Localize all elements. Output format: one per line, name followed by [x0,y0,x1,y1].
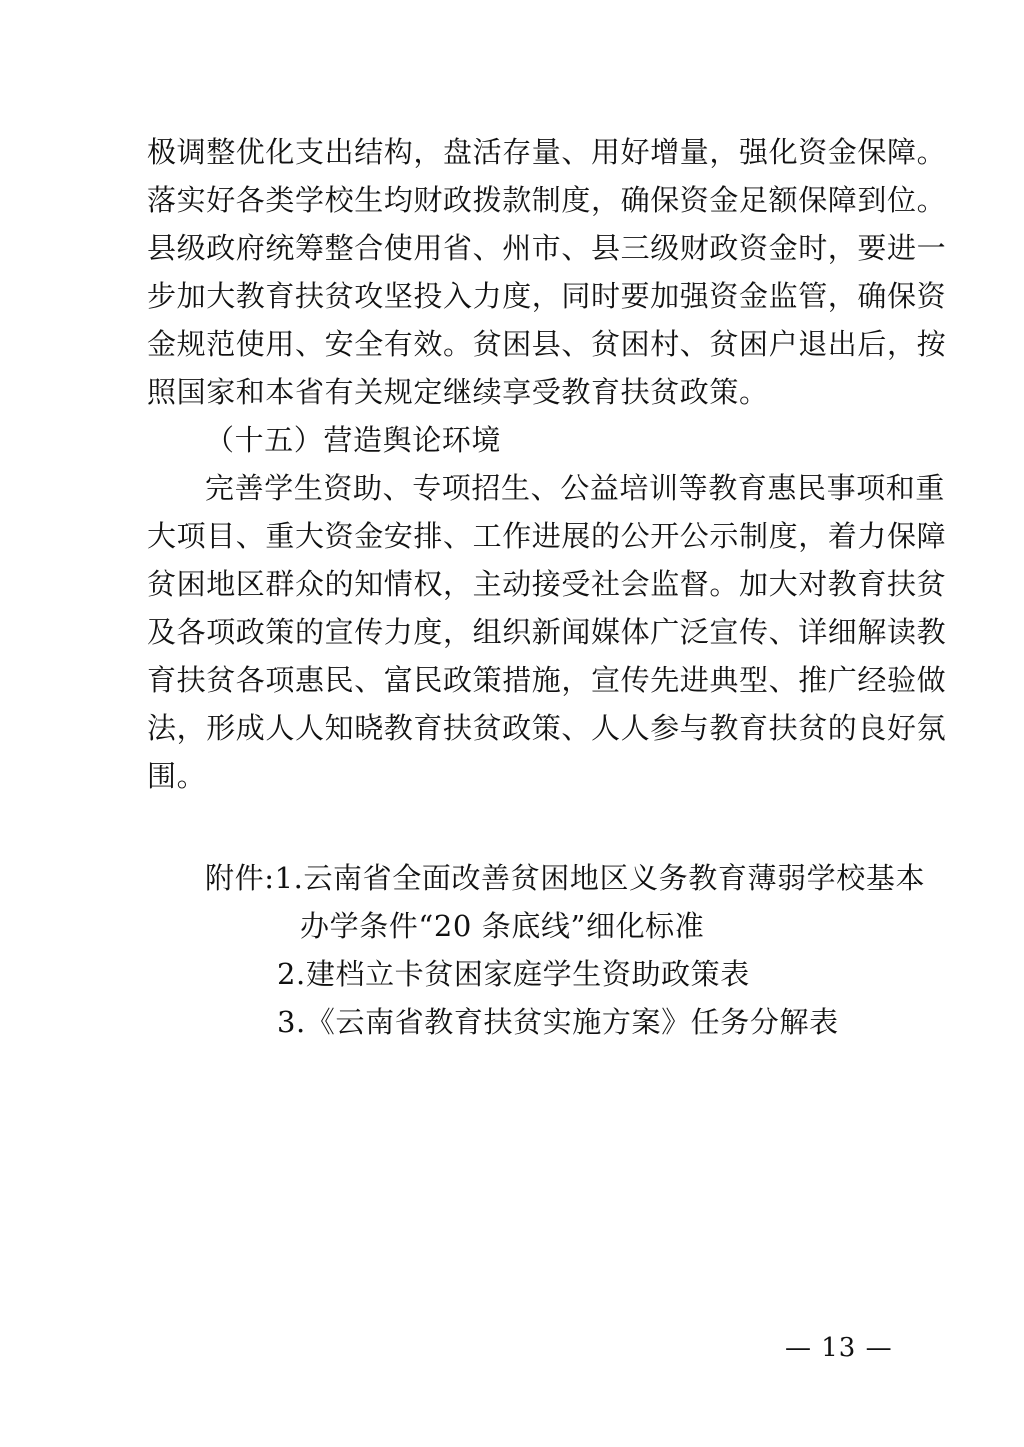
body-text-line: 极调整优化支出结构，盘活存量、用好增量，强化资金保障。 [147,135,947,169]
page-number: — 13 — [785,1333,893,1363]
section-heading: （十五）营造舆论环境 [205,423,502,457]
body-text-line: 步加大教育扶贫攻坚投入力度，同时要加强资金监管，确保资 [147,279,947,313]
attachment-item-1: 附件:1.云南省全面改善贫困地区义务教育薄弱学校基本 [205,861,926,895]
body-text-line: 围。 [147,759,207,793]
body-text-line: 完善学生资助、专项招生、公益培训等教育惠民事项和重 [205,471,946,505]
body-text-line: 大项目、重大资金安排、工作进展的公开公示制度，着力保障 [147,519,947,553]
body-text-line: 落实好各类学校生均财政拨款制度，确保资金足额保障到位。 [147,183,947,217]
attachment-item-3: 3.《云南省教育扶贫实施方案》任务分解表 [277,1005,839,1039]
body-text-line: 法，形成人人知晓教育扶贫政策、人人参与教育扶贫的良好氛 [147,711,947,745]
body-text-line: 照国家和本省有关规定继续享受教育扶贫政策。 [147,375,769,409]
attachment-item-1-continued: 办学条件“20 条底线”细化标准 [300,909,705,943]
body-text-line: 金规范使用、安全有效。贫困县、贫困村、贫困户退出后，按 [147,327,947,361]
attachment-item-2: 2.建档立卡贫困家庭学生资助政策表 [277,957,750,991]
body-text-line: 育扶贫各项惠民、富民政策措施，宣传先进典型、推广经验做 [147,663,947,697]
body-text-line: 县级政府统筹整合使用省、州市、县三级财政资金时，要进一 [147,231,947,265]
body-text-line: 贫困地区群众的知情权，主动接受社会监督。加大对教育扶贫 [147,567,947,601]
body-text-line: 及各项政策的宣传力度，组织新闻媒体广泛宣传、详细解读教 [147,615,947,649]
